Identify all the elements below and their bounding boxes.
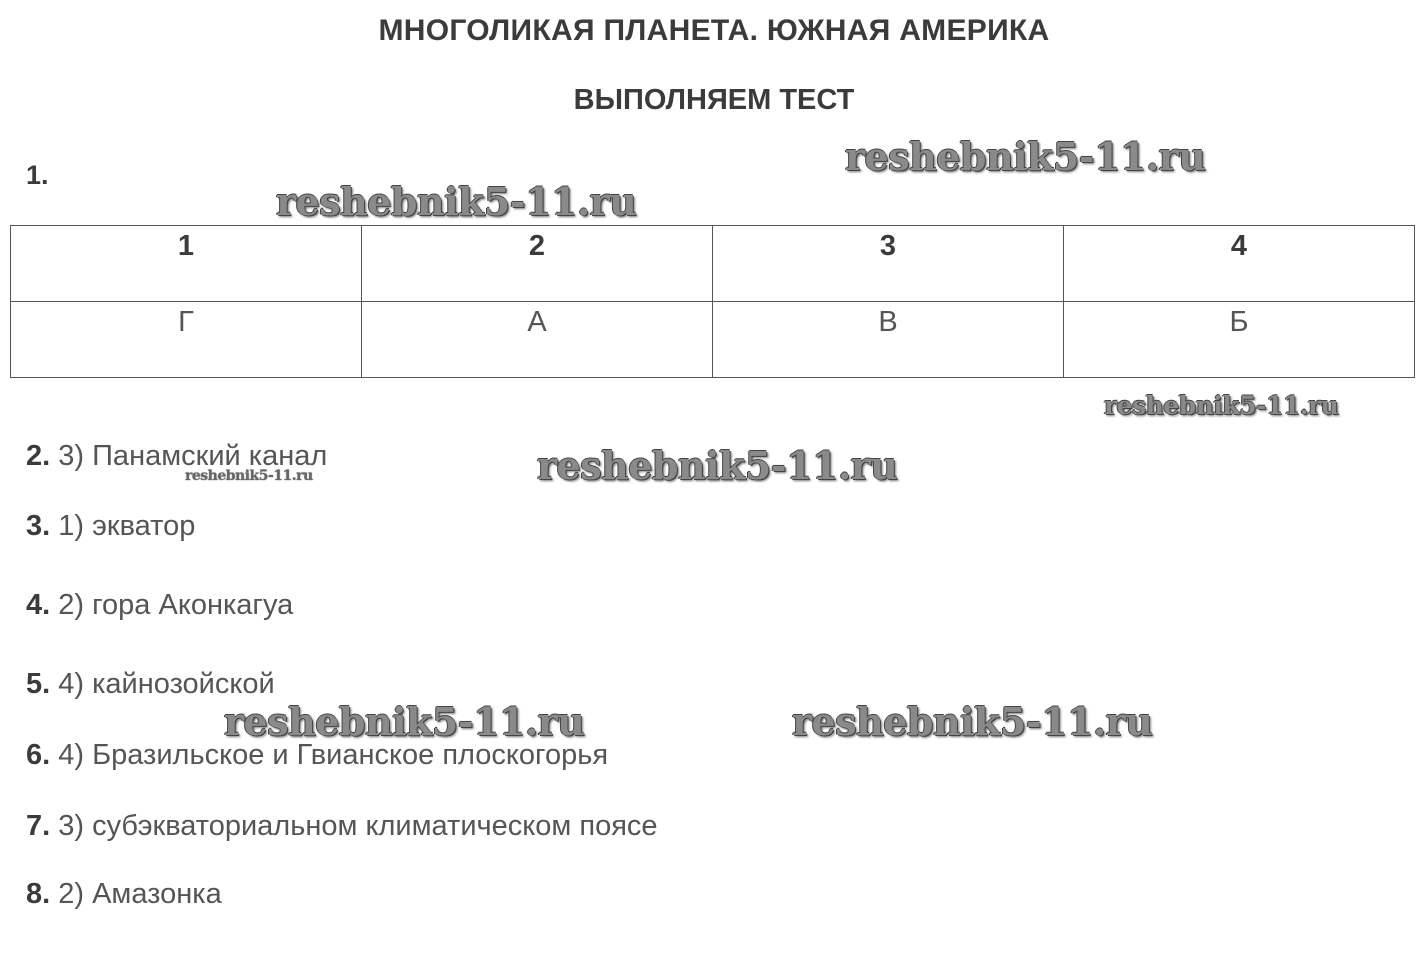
- answer-text: 2) Амазонка: [58, 878, 222, 910]
- table-value-cell: В: [713, 302, 1064, 378]
- watermark: reshebnik5-11.ru: [845, 134, 1206, 179]
- table-header-cell: 4: [1064, 226, 1415, 302]
- answer-table: [10, 225, 1415, 378]
- answer-item: [26, 589, 293, 622]
- table-value-row: [11, 302, 1415, 378]
- page-subtitle: ВЫПОЛНЯЕМ ТЕСТ: [573, 84, 855, 116]
- table-value-cell: А: [362, 302, 713, 378]
- answer-item: [26, 668, 275, 701]
- watermark: reshebnik5-11.ru: [792, 699, 1153, 744]
- answer-number: 4.: [26, 589, 51, 621]
- watermark: reshebnik5-11.ru: [1104, 391, 1339, 420]
- table-value-cell: Б: [1064, 302, 1415, 378]
- table-header-cell: 1: [11, 226, 362, 302]
- watermark: reshebnik5-11.ru: [185, 468, 313, 484]
- answer-text: 3) Панамский канал: [58, 440, 328, 472]
- watermark: reshebnik5-11.ru: [276, 179, 637, 224]
- answer-text: 3) субэкваториальном климатическом поясе: [58, 810, 658, 842]
- answer-number: 3.: [26, 510, 51, 542]
- watermark: reshebnik5-11.ru: [537, 443, 898, 488]
- answer-item: [26, 510, 195, 543]
- answer-number: 2.: [26, 440, 51, 472]
- watermark: reshebnik5-11.ru: [224, 699, 585, 744]
- page-title: МНОГОЛИКАЯ ПЛАНЕТА. ЮЖНАЯ АМЕРИКА: [378, 14, 1050, 47]
- answer-text: 2) гора Аконкагуа: [58, 589, 294, 621]
- answer-number: 6.: [26, 739, 51, 771]
- table-header-row: [11, 226, 1415, 302]
- answer-text: 4) кайнозойской: [58, 668, 275, 700]
- table-header-cell: 3: [713, 226, 1064, 302]
- answer-text: 4) Бразильское и Гвианское плоскогорья: [58, 739, 609, 771]
- task-1-number: 1.: [26, 160, 49, 190]
- table-header-cell: 2: [362, 226, 713, 302]
- answer-number: 8.: [26, 878, 51, 910]
- table-value-cell: Г: [11, 302, 362, 378]
- answer-text: 1) экватор: [58, 510, 196, 542]
- answer-number: 7.: [26, 810, 51, 842]
- answer-item: [26, 810, 658, 843]
- answer-item: [26, 878, 222, 911]
- answer-number: 5.: [26, 668, 51, 700]
